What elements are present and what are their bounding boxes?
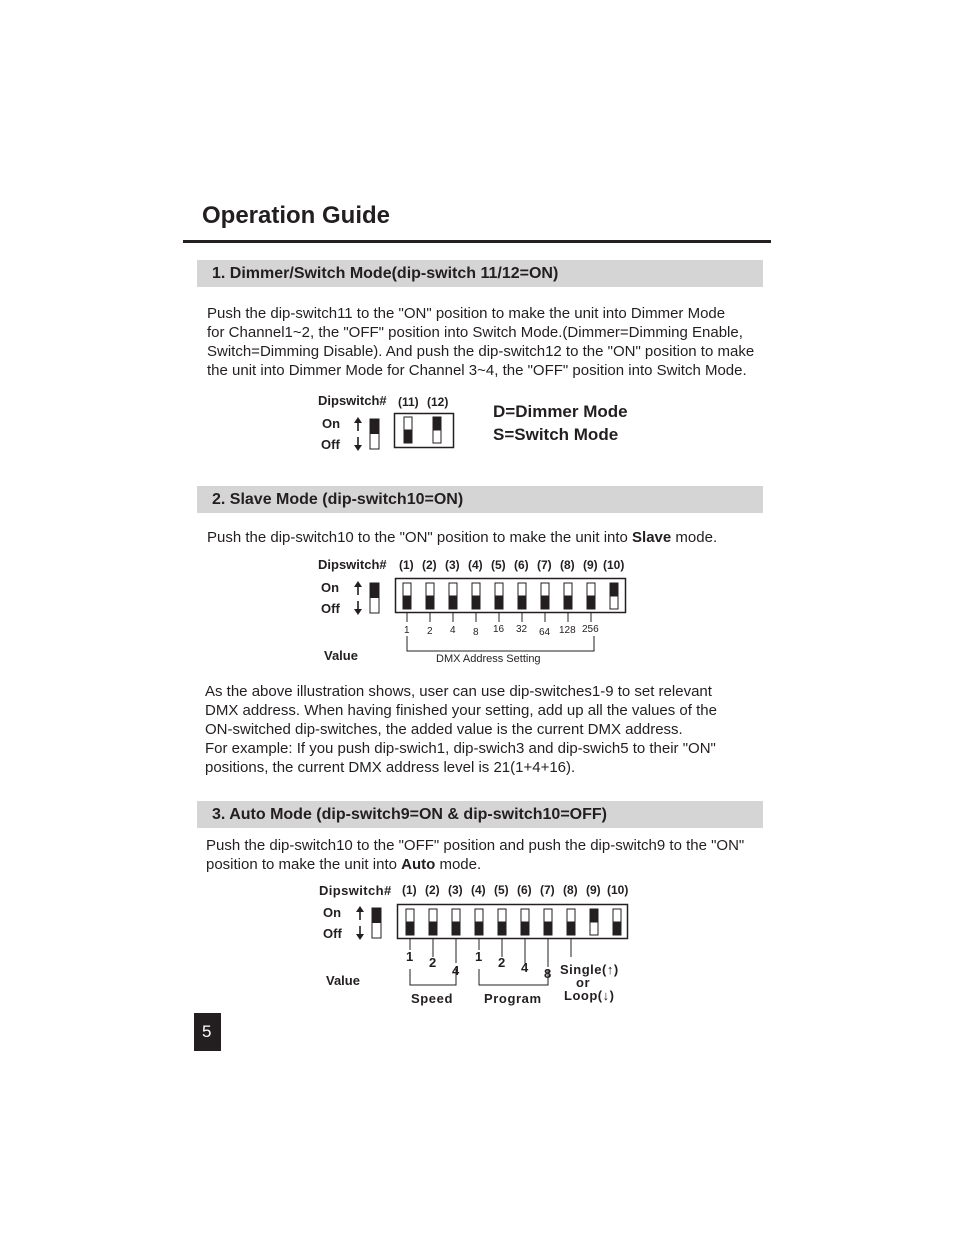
s2-value-4: 8 (473, 627, 479, 638)
s3-value-1: 1 (406, 949, 414, 964)
s2-switch-number-6: (6) (514, 558, 529, 572)
s2-value-1: 1 (404, 625, 410, 636)
s3-program-label: Program (484, 991, 542, 1006)
s3-switch-number-5: (5) (494, 883, 509, 897)
page-title: Operation Guide (202, 202, 391, 229)
s2-value-2: 2 (427, 626, 433, 637)
s3-switch-number-7: (7) (540, 883, 555, 897)
s3-or-label: or (576, 975, 590, 990)
section2-heading: 2. Slave Mode (dip-switch10=ON) (212, 491, 464, 508)
s2-dipswitch-label: Dipswitch# (318, 557, 387, 572)
s2-value-9: 256 (582, 624, 599, 635)
s3-value-4: 1 (475, 949, 483, 964)
s3-loop-label: Loop(↓) (564, 988, 615, 1003)
s3-dipswitch-label: Dipswitch# (319, 883, 392, 898)
s3-value-6: 4 (521, 960, 529, 975)
s3-switch-number-10: (10) (607, 883, 629, 897)
section1-line: the unit into Dimmer Mode for Channel 3~4, the "OFF" position into Switch Mode. (207, 362, 747, 379)
section1-line: Push the dip-switch11 to the "ON" position to make the unit into Dimmer Mode (207, 305, 726, 322)
s2-switch-number-5: (5) (491, 558, 506, 572)
s3-value-5: 2 (498, 955, 506, 970)
s3-off-label: Off (323, 926, 342, 941)
s3-value-3: 4 (452, 963, 460, 978)
s3-switch-number-2: (2) (425, 883, 440, 897)
s2-value-6: 32 (516, 624, 528, 635)
s2-on-label: On (321, 580, 340, 595)
s2-intro-bold: Slave (632, 529, 672, 546)
s2-intro-text-end: mode. (671, 529, 718, 546)
s2-value-8: 128 (559, 625, 576, 636)
s1-dipswitch-label: Dipswitch# (318, 393, 387, 408)
section1-line: Switch=Dimming Disable). And push the dip-switch12 to the "ON" position to make (207, 343, 755, 360)
s2-off-label: Off (321, 601, 340, 616)
s1-switch-number-11: (11) (398, 395, 419, 409)
s1-switch-number-12: (12) (427, 395, 449, 409)
s3-line2-text: position to make the unit into (206, 856, 402, 873)
section3-heading: 3. Auto Mode (dip-switch9=ON & dip-switch10=OFF) (212, 806, 607, 823)
s3-switch-number-1: (1) (402, 883, 417, 897)
s3-single-label: Single(↑) (560, 962, 619, 977)
s3-program-bracket (479, 969, 548, 985)
s1-on-label: On (322, 416, 341, 431)
s2-value-7: 64 (539, 627, 551, 638)
page-number-box (194, 1013, 221, 1051)
s3-value-label: Value (326, 973, 360, 988)
legend-dimmer: D=Dimmer Mode (493, 402, 628, 421)
s3-value-7: 8 (544, 966, 552, 981)
section2-line: ON-switched dip-switches, the added value is the current DMX address. (205, 721, 683, 738)
s2-value-3: 4 (450, 625, 456, 636)
s2-switch-number-9: (9) (583, 558, 598, 572)
down-arrow-icon (356, 926, 364, 940)
s3-switch-number-6: (6) (517, 883, 532, 897)
section1-line: for Channel1~2, the "OFF" position into Switch Mode.(Dimmer=Dimming Enable, (207, 324, 743, 341)
s3-switch-number-9: (9) (586, 883, 601, 897)
s2-switch-number-8: (8) (560, 558, 575, 572)
s1-off-label: Off (321, 437, 340, 452)
s3-line2-bold: Auto (401, 856, 436, 873)
page-number: 5 (202, 1022, 212, 1041)
s3-speed-label: Speed (411, 991, 454, 1006)
s3-switch-number-8: (8) (563, 883, 578, 897)
s3-speed-bracket (410, 969, 456, 985)
s3-value-2: 2 (429, 955, 437, 970)
up-arrow-icon (356, 906, 364, 920)
legend-switch: S=Switch Mode (493, 425, 619, 444)
s3-line1: Push the dip-switch10 to the "OFF" position and push the dip-switch9 to the "ON" (206, 837, 745, 854)
s2-switch-number-4: (4) (468, 558, 483, 572)
section1-heading: 1. Dimmer/Switch Mode(dip-switch 11/12=ON) (212, 265, 559, 282)
section2-line: positions, the current DMX address level is 21(1+4+16). (205, 759, 576, 776)
section2-line: DMX address. When having finished your setting, add up all the values of the (205, 702, 717, 719)
s2-intro-text: Push the dip-switch10 to the "ON" position to make the unit into (207, 529, 633, 546)
section2-line: For example: If you push dip-swich1, dip-swich3 and dip-swich5 to their "ON" (205, 740, 716, 757)
s2-switch-number-3: (3) (445, 558, 460, 572)
s2-switch-number-1: (1) (399, 558, 414, 572)
s3-switch-number-3: (3) (448, 883, 463, 897)
s3-line2-text-end: mode. (435, 856, 482, 873)
s2-switch-number-2: (2) (422, 558, 437, 572)
s3-on-label: On (323, 905, 342, 920)
s2-bracket-label: DMX Address Setting (436, 653, 541, 665)
s3-switch-number-4: (4) (471, 883, 486, 897)
s2-switch-number-7: (7) (537, 558, 552, 572)
s2-value-label: Value (324, 648, 358, 663)
s2-switch-number-10: (10) (603, 558, 625, 572)
section2-line: As the above illustration shows, user can use dip-switches1-9 to set relevant (205, 683, 712, 700)
s2-value-5: 16 (493, 624, 505, 635)
